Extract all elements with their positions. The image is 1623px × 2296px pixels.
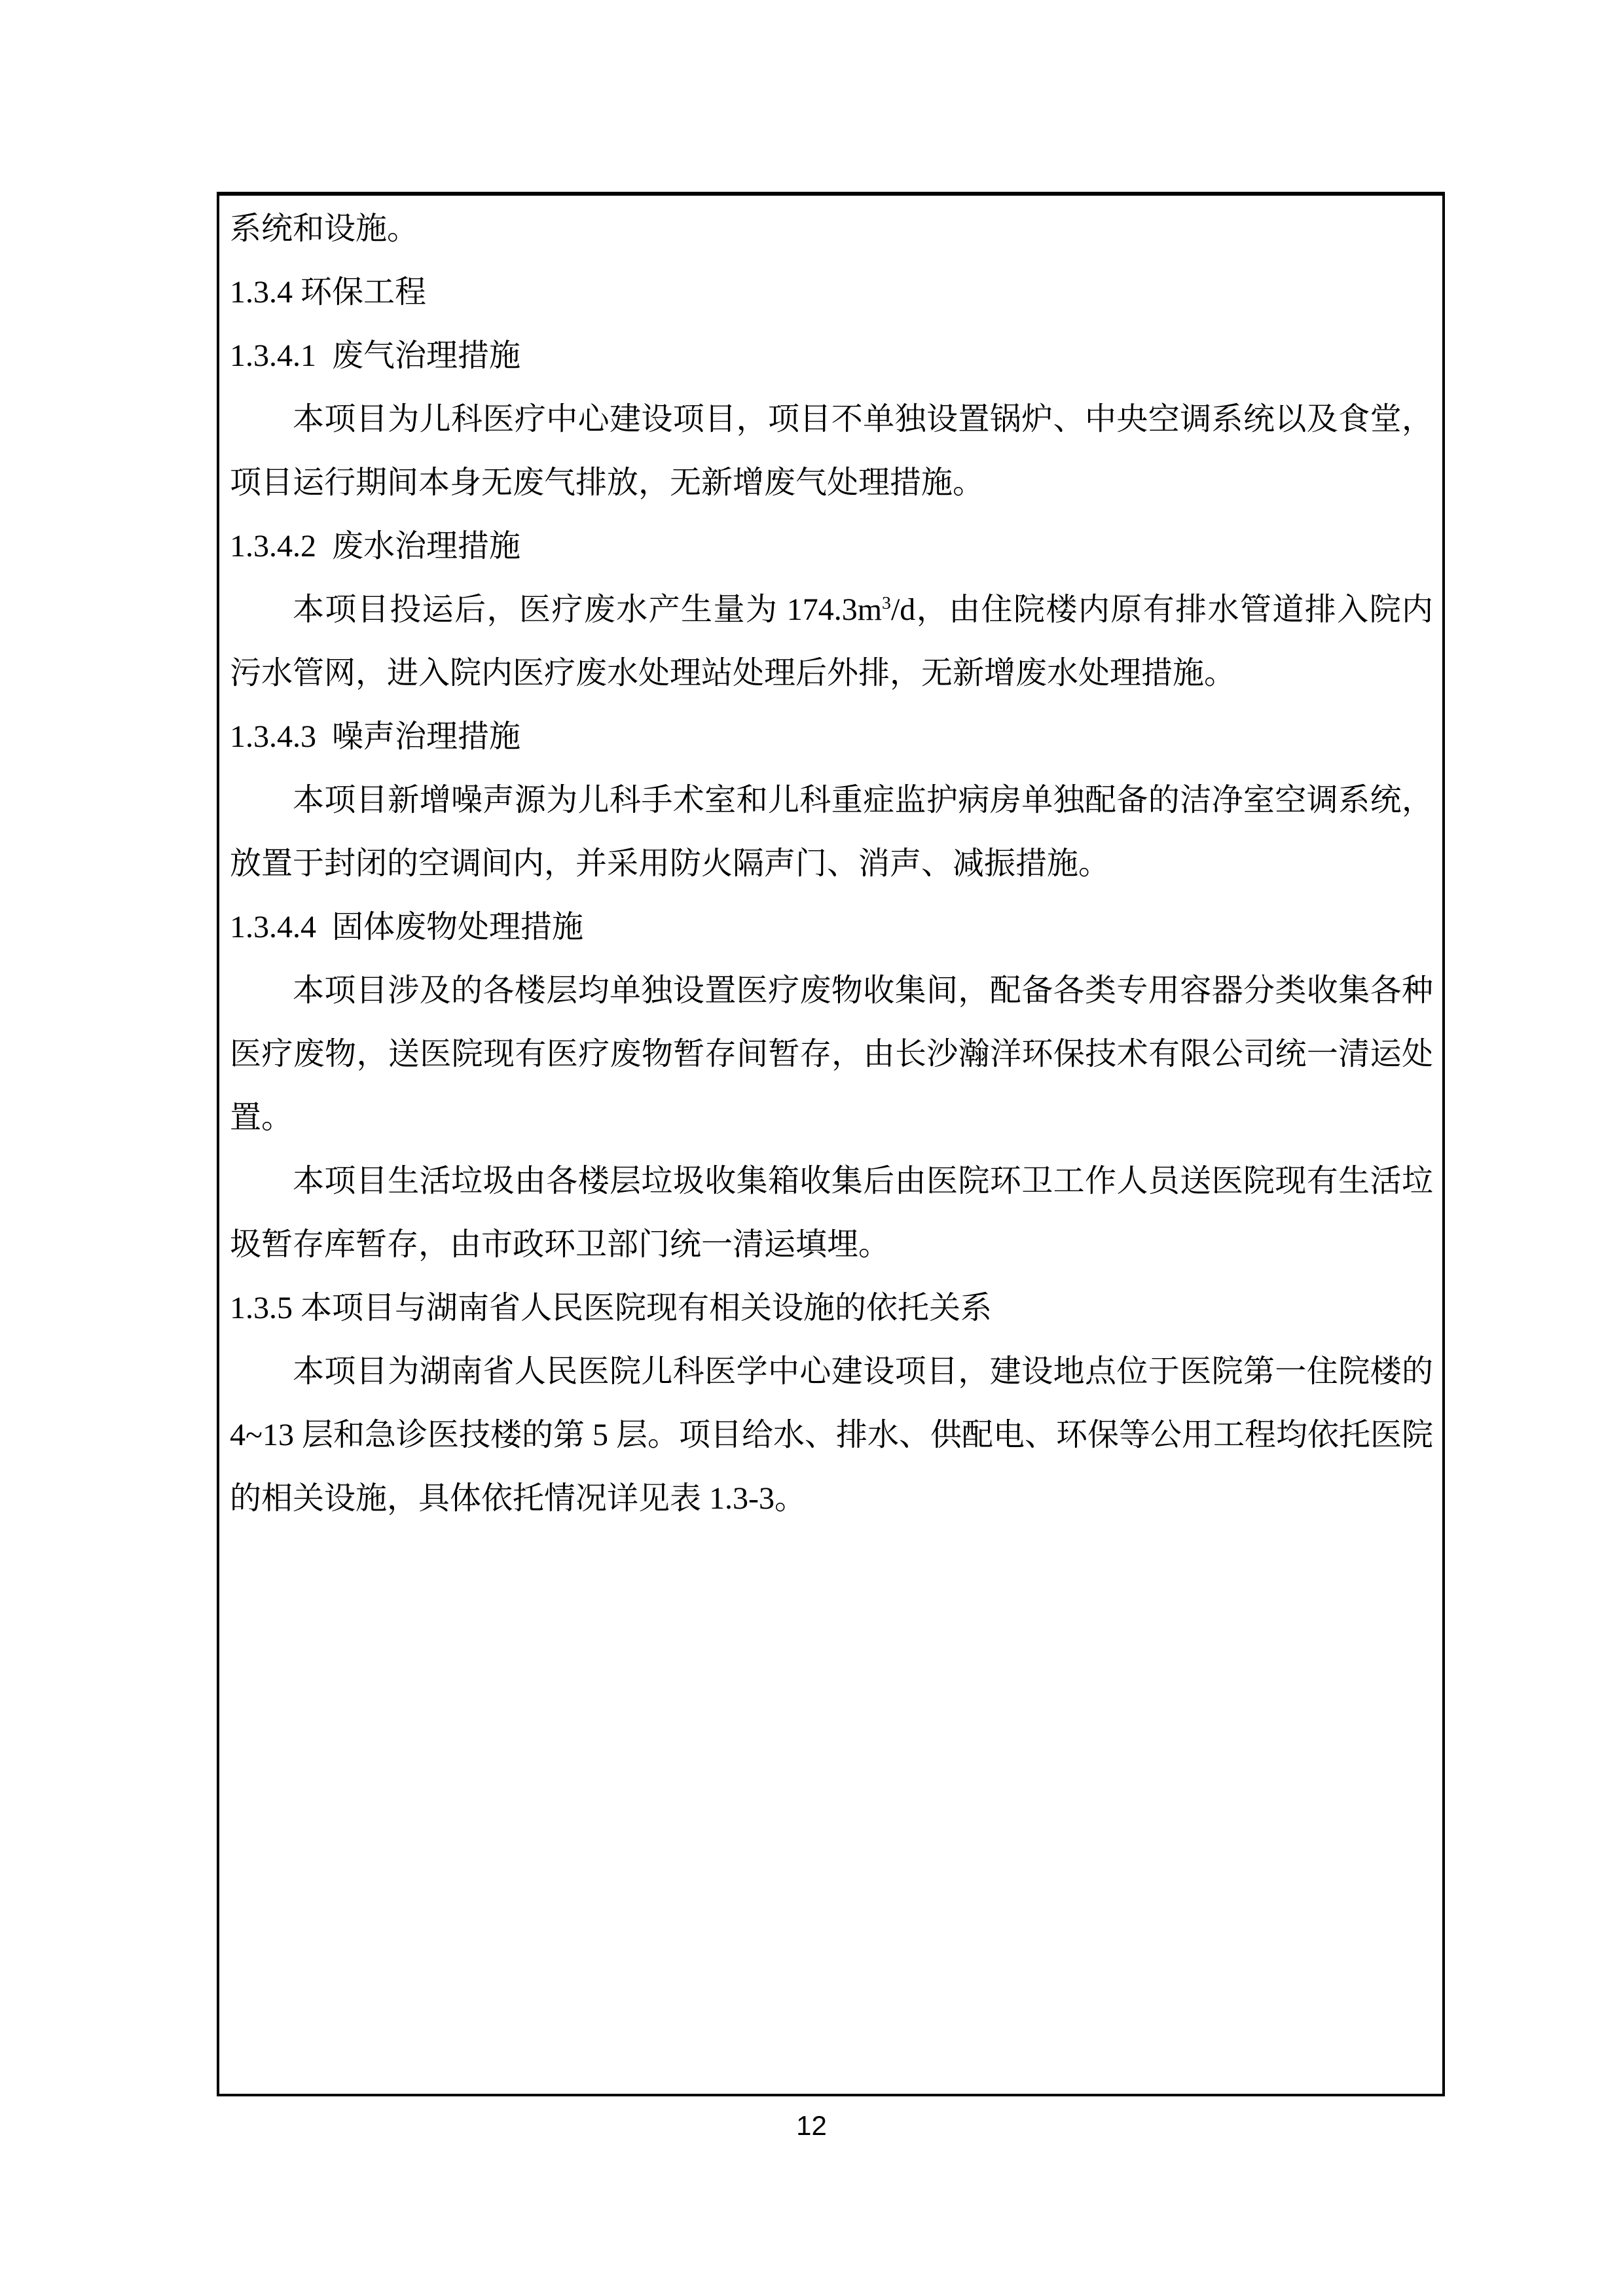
text-run: 系统和设施。: [230, 211, 419, 246]
paragraph: [230, 768, 1433, 895]
text-run: 1.3.5 本项目与湖南省人民医院现有相关设施的依托关系: [230, 1291, 993, 1325]
text-run: 1.3.4.4 固体废物处理措施: [230, 910, 584, 944]
superscript: 3: [882, 593, 891, 613]
paragraph: [230, 578, 1433, 705]
paragraph: [230, 959, 1433, 1149]
document-body: [230, 197, 1433, 1530]
paragraph: [230, 1149, 1433, 1276]
page-number: 12: [796, 2110, 827, 2141]
section-heading: [230, 1276, 1433, 1340]
text-run: 本项目涉及的各楼层均单独设置医疗废物收集间，配备各类专用容器分类收集各种医疗废物，送医院现有医疗废物暂存间暂存，由长沙瀚洋环保技术有限公司统一清运处置。: [230, 973, 1433, 1135]
section-heading: [230, 514, 1433, 578]
paragraph: [230, 197, 1433, 260]
text-run: 本项目新增噪声源为儿科手术室和儿科重症监护病房单独配备的洁净室空调系统，放置于封闭的空调间内，并采用防火隔声门、消声、减振措施。: [230, 783, 1433, 881]
text-run: 本项目投运后，医疗废水产生量为 174.3m: [293, 592, 883, 627]
text-run: 1.3.4.3 噪声治理措施: [230, 719, 521, 754]
text-run: 1.3.4 环保工程: [230, 275, 427, 310]
paragraph: [230, 387, 1433, 514]
section-heading: [230, 705, 1433, 768]
paragraph: [230, 1340, 1433, 1530]
document-border-box: [217, 192, 1445, 2096]
text-run: /d，由住院楼内原有排水管道排入院内污水管网，进入院内医疗废水处理站处理后外排，无新增废水处理措施。: [230, 592, 1434, 691]
text-run: 本项目为儿科医疗中心建设项目，项目不单独设置锅炉、中央空调系统以及食堂，项目运行期间本身无废气排放，无新增废气处理措施。: [230, 402, 1433, 500]
text-run: 1.3.4.2 废水治理措施: [230, 529, 521, 564]
text-run: 本项目生活垃圾由各楼层垃圾收集箱收集后由医院环卫工作人员送医院现有生活垃圾暂存库暂存，由市政环卫部门统一清运填埋。: [230, 1164, 1433, 1262]
text-run: 1.3.4.1 废气治理措施: [230, 338, 521, 373]
text-run: 本项目为湖南省人民医院儿科医学中心建设项目，建设地点位于医院第一住院楼的 4~13 层和急诊医技楼的第 5 层。项目给水、排水、供配电、环保等公用工程均依托医院的相关设施，具体依托情况详见表 1.3-3。: [230, 1354, 1433, 1516]
section-heading: [230, 895, 1433, 959]
section-heading: [230, 324, 1433, 387]
section-heading: [230, 260, 1433, 324]
